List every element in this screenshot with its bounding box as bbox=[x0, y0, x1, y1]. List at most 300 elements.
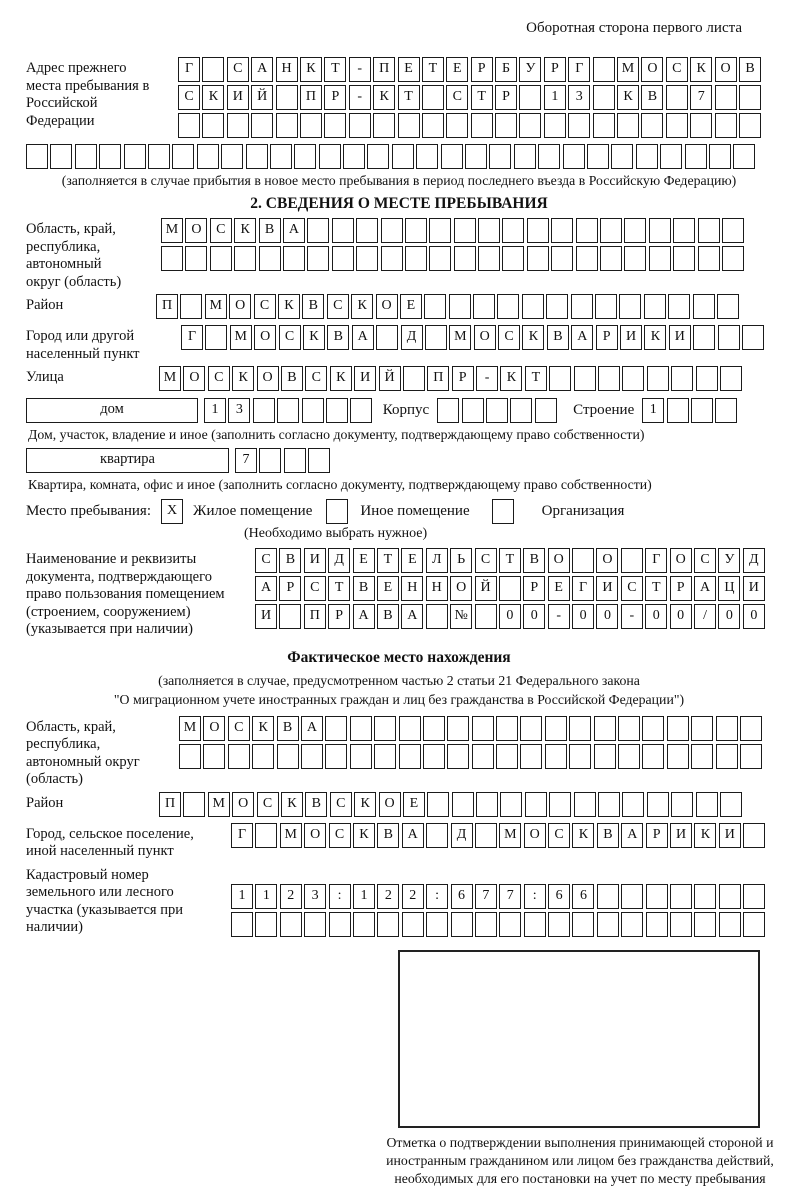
char-cell[interactable]: К bbox=[252, 716, 274, 741]
char-cell[interactable]: Р bbox=[328, 604, 350, 629]
char-cell[interactable]: В bbox=[327, 325, 349, 350]
char-cell[interactable]: К bbox=[330, 366, 352, 391]
char-cell[interactable]: С bbox=[228, 716, 250, 741]
char-cell[interactable] bbox=[722, 246, 744, 271]
char-cell[interactable]: К bbox=[572, 823, 594, 848]
char-cell[interactable]: И bbox=[354, 366, 376, 391]
char-cell[interactable] bbox=[593, 85, 615, 110]
korpus-cells[interactable] bbox=[437, 398, 559, 423]
char-cell[interactable] bbox=[377, 912, 399, 937]
char-cell[interactable] bbox=[594, 716, 616, 741]
char-cell[interactable]: 1 bbox=[204, 398, 226, 423]
char-cell[interactable] bbox=[325, 744, 347, 769]
char-cell[interactable] bbox=[221, 144, 243, 169]
char-cell[interactable] bbox=[426, 604, 448, 629]
char-cell[interactable] bbox=[452, 792, 474, 817]
char-cell[interactable] bbox=[454, 218, 476, 243]
char-cell[interactable] bbox=[465, 144, 487, 169]
char-cell[interactable] bbox=[392, 144, 414, 169]
char-cell[interactable] bbox=[563, 144, 585, 169]
char-cell[interactable]: 2 bbox=[377, 884, 399, 909]
char-cell[interactable] bbox=[587, 144, 609, 169]
char-cell[interactable]: И bbox=[596, 576, 618, 601]
char-cell[interactable]: А bbox=[255, 576, 277, 601]
cadastral-row-2[interactable] bbox=[231, 912, 768, 937]
char-cell[interactable] bbox=[402, 912, 424, 937]
char-cell[interactable] bbox=[307, 218, 329, 243]
char-cell[interactable]: К bbox=[353, 823, 375, 848]
char-cell[interactable]: В bbox=[547, 325, 569, 350]
char-cell[interactable]: 3 bbox=[568, 85, 590, 110]
char-cell[interactable] bbox=[624, 246, 646, 271]
char-cell[interactable]: А bbox=[353, 604, 375, 629]
char-cell[interactable] bbox=[259, 448, 281, 473]
char-cell[interactable] bbox=[524, 912, 546, 937]
char-cell[interactable] bbox=[426, 912, 448, 937]
char-cell[interactable]: К bbox=[694, 823, 716, 848]
char-cell[interactable]: 0 bbox=[499, 604, 521, 629]
char-cell[interactable] bbox=[611, 144, 633, 169]
char-cell[interactable]: Е bbox=[446, 57, 468, 82]
char-cell[interactable] bbox=[576, 246, 598, 271]
char-cell[interactable]: С bbox=[227, 57, 249, 82]
char-cell[interactable]: М bbox=[205, 294, 227, 319]
char-cell[interactable] bbox=[733, 144, 755, 169]
char-cell[interactable]: О bbox=[641, 57, 663, 82]
char-cell[interactable]: В bbox=[305, 792, 327, 817]
char-cell[interactable]: Т bbox=[324, 57, 346, 82]
char-cell[interactable] bbox=[343, 144, 365, 169]
char-cell[interactable] bbox=[350, 744, 372, 769]
char-cell[interactable]: 0 bbox=[743, 604, 765, 629]
char-cell[interactable]: А bbox=[301, 716, 323, 741]
char-cell[interactable]: В bbox=[277, 716, 299, 741]
char-cell[interactable] bbox=[667, 716, 689, 741]
char-cell[interactable] bbox=[353, 912, 375, 937]
char-cell[interactable] bbox=[462, 398, 484, 423]
char-cell[interactable] bbox=[545, 744, 567, 769]
char-cell[interactable]: Р bbox=[596, 325, 618, 350]
char-cell[interactable] bbox=[617, 113, 639, 138]
char-cell[interactable] bbox=[405, 218, 427, 243]
char-cell[interactable] bbox=[598, 792, 620, 817]
char-cell[interactable] bbox=[399, 744, 421, 769]
char-cell[interactable] bbox=[618, 716, 640, 741]
char-cell[interactable]: - bbox=[476, 366, 498, 391]
char-cell[interactable]: Р bbox=[670, 576, 692, 601]
char-cell[interactable]: М bbox=[617, 57, 639, 82]
char-cell[interactable]: Й bbox=[379, 366, 401, 391]
char-cell[interactable] bbox=[319, 144, 341, 169]
char-cell[interactable]: О bbox=[232, 792, 254, 817]
char-cell[interactable] bbox=[301, 744, 323, 769]
char-cell[interactable]: И bbox=[304, 548, 326, 573]
char-cell[interactable] bbox=[475, 912, 497, 937]
char-cell[interactable] bbox=[326, 398, 348, 423]
char-cell[interactable] bbox=[525, 792, 547, 817]
char-cell[interactable] bbox=[668, 294, 690, 319]
char-cell[interactable] bbox=[527, 218, 549, 243]
char-cell[interactable]: М bbox=[449, 325, 471, 350]
char-cell[interactable] bbox=[673, 246, 695, 271]
char-cell[interactable] bbox=[329, 912, 351, 937]
char-cell[interactable]: 0 bbox=[572, 604, 594, 629]
char-cell[interactable] bbox=[622, 792, 644, 817]
char-cell[interactable] bbox=[670, 884, 692, 909]
char-cell[interactable]: О bbox=[715, 57, 737, 82]
char-cell[interactable]: С bbox=[304, 576, 326, 601]
char-cell[interactable]: Й bbox=[475, 576, 497, 601]
char-cell[interactable]: К bbox=[617, 85, 639, 110]
char-cell[interactable]: 2 bbox=[280, 884, 302, 909]
char-cell[interactable] bbox=[255, 823, 277, 848]
char-cell[interactable] bbox=[447, 744, 469, 769]
char-cell[interactable] bbox=[597, 884, 619, 909]
char-cell[interactable] bbox=[246, 144, 268, 169]
char-cell[interactable]: Р bbox=[646, 823, 668, 848]
char-cell[interactable] bbox=[694, 912, 716, 937]
char-cell[interactable] bbox=[641, 113, 663, 138]
char-cell[interactable] bbox=[475, 604, 497, 629]
char-cell[interactable] bbox=[441, 144, 463, 169]
char-cell[interactable] bbox=[161, 246, 183, 271]
char-cell[interactable] bbox=[437, 398, 459, 423]
char-cell[interactable] bbox=[183, 792, 205, 817]
char-cell[interactable]: О bbox=[596, 548, 618, 573]
char-cell[interactable] bbox=[551, 218, 573, 243]
char-cell[interactable] bbox=[642, 744, 664, 769]
char-cell[interactable] bbox=[696, 792, 718, 817]
char-cell[interactable]: С bbox=[327, 294, 349, 319]
char-cell[interactable]: - bbox=[548, 604, 570, 629]
char-cell[interactable]: № bbox=[450, 604, 472, 629]
char-cell[interactable]: И bbox=[227, 85, 249, 110]
char-cell[interactable] bbox=[527, 246, 549, 271]
other-premises-checkbox[interactable] bbox=[326, 499, 348, 524]
document-row-2[interactable] bbox=[255, 576, 767, 601]
char-cell[interactable] bbox=[499, 576, 521, 601]
char-cell[interactable]: О bbox=[183, 366, 205, 391]
char-cell[interactable]: М bbox=[159, 366, 181, 391]
char-cell[interactable] bbox=[228, 744, 250, 769]
char-cell[interactable]: Г bbox=[572, 576, 594, 601]
char-cell[interactable] bbox=[203, 744, 225, 769]
char-cell[interactable]: / bbox=[694, 604, 716, 629]
char-cell[interactable] bbox=[210, 246, 232, 271]
char-cell[interactable]: В bbox=[281, 366, 303, 391]
actual-region-row-1[interactable] bbox=[179, 716, 764, 741]
char-cell[interactable]: О bbox=[450, 576, 472, 601]
char-cell[interactable]: О bbox=[185, 218, 207, 243]
char-cell[interactable] bbox=[308, 448, 330, 473]
char-cell[interactable]: У bbox=[718, 548, 740, 573]
char-cell[interactable] bbox=[647, 792, 669, 817]
char-cell[interactable]: 6 bbox=[548, 884, 570, 909]
char-cell[interactable] bbox=[300, 113, 322, 138]
char-cell[interactable] bbox=[597, 912, 619, 937]
char-cell[interactable] bbox=[743, 823, 765, 848]
char-cell[interactable]: И bbox=[669, 325, 691, 350]
char-cell[interactable]: П bbox=[300, 85, 322, 110]
char-cell[interactable] bbox=[548, 912, 570, 937]
char-cell[interactable] bbox=[691, 716, 713, 741]
char-cell[interactable] bbox=[449, 294, 471, 319]
char-cell[interactable] bbox=[374, 744, 396, 769]
char-cell[interactable] bbox=[693, 294, 715, 319]
char-cell[interactable]: Н bbox=[276, 57, 298, 82]
cadastral-row-1[interactable] bbox=[231, 884, 768, 909]
char-cell[interactable]: С bbox=[329, 823, 351, 848]
region-row-2[interactable] bbox=[161, 246, 746, 271]
char-cell[interactable]: Г bbox=[568, 57, 590, 82]
char-cell[interactable]: 6 bbox=[572, 884, 594, 909]
char-cell[interactable] bbox=[622, 366, 644, 391]
char-cell[interactable]: В bbox=[377, 604, 399, 629]
char-cell[interactable] bbox=[202, 57, 224, 82]
char-cell[interactable]: 7 bbox=[475, 884, 497, 909]
char-cell[interactable] bbox=[280, 912, 302, 937]
char-cell[interactable]: К bbox=[644, 325, 666, 350]
char-cell[interactable]: П bbox=[159, 792, 181, 817]
char-cell[interactable]: И bbox=[620, 325, 642, 350]
char-cell[interactable]: : bbox=[426, 884, 448, 909]
char-cell[interactable] bbox=[277, 398, 299, 423]
char-cell[interactable] bbox=[646, 884, 668, 909]
char-cell[interactable] bbox=[670, 912, 692, 937]
char-cell[interactable] bbox=[478, 246, 500, 271]
char-cell[interactable] bbox=[202, 113, 224, 138]
char-cell[interactable]: Т bbox=[328, 576, 350, 601]
char-cell[interactable]: О bbox=[376, 294, 398, 319]
char-cell[interactable] bbox=[593, 57, 615, 82]
char-cell[interactable]: 1 bbox=[353, 884, 375, 909]
char-cell[interactable] bbox=[647, 366, 669, 391]
char-cell[interactable] bbox=[595, 294, 617, 319]
char-cell[interactable] bbox=[324, 113, 346, 138]
char-cell[interactable] bbox=[691, 398, 713, 423]
char-cell[interactable] bbox=[451, 912, 473, 937]
char-cell[interactable] bbox=[519, 85, 541, 110]
char-cell[interactable] bbox=[251, 113, 273, 138]
char-cell[interactable] bbox=[253, 398, 275, 423]
char-cell[interactable]: 3 bbox=[228, 398, 250, 423]
char-cell[interactable]: Д bbox=[328, 548, 350, 573]
char-cell[interactable]: : bbox=[329, 884, 351, 909]
char-cell[interactable] bbox=[447, 716, 469, 741]
char-cell[interactable] bbox=[743, 884, 765, 909]
char-cell[interactable]: И bbox=[743, 576, 765, 601]
char-cell[interactable] bbox=[619, 294, 641, 319]
char-cell[interactable]: С bbox=[208, 366, 230, 391]
house-number-cells[interactable] bbox=[204, 398, 375, 423]
char-cell[interactable]: А bbox=[402, 823, 424, 848]
char-cell[interactable] bbox=[690, 113, 712, 138]
char-cell[interactable] bbox=[416, 144, 438, 169]
char-cell[interactable] bbox=[649, 218, 671, 243]
char-cell[interactable] bbox=[572, 912, 594, 937]
char-cell[interactable] bbox=[426, 823, 448, 848]
char-cell[interactable]: К bbox=[281, 792, 303, 817]
char-cell[interactable]: Н bbox=[401, 576, 423, 601]
char-cell[interactable] bbox=[172, 144, 194, 169]
char-cell[interactable]: М bbox=[161, 218, 183, 243]
char-cell[interactable] bbox=[446, 113, 468, 138]
char-cell[interactable]: И bbox=[255, 604, 277, 629]
char-cell[interactable]: С bbox=[210, 218, 232, 243]
char-cell[interactable]: : bbox=[524, 884, 546, 909]
char-cell[interactable]: 1 bbox=[642, 398, 664, 423]
char-cell[interactable]: К bbox=[232, 366, 254, 391]
char-cell[interactable] bbox=[124, 144, 146, 169]
char-cell[interactable] bbox=[381, 246, 403, 271]
actual-city-row[interactable] bbox=[231, 823, 768, 848]
char-cell[interactable]: Т bbox=[525, 366, 547, 391]
char-cell[interactable]: К bbox=[234, 218, 256, 243]
char-cell[interactable] bbox=[486, 398, 508, 423]
char-cell[interactable]: Е bbox=[548, 576, 570, 601]
char-cell[interactable]: Е bbox=[403, 792, 425, 817]
char-cell[interactable] bbox=[234, 246, 256, 271]
char-cell[interactable] bbox=[356, 246, 378, 271]
char-cell[interactable]: 2 bbox=[402, 884, 424, 909]
char-cell[interactable] bbox=[671, 366, 693, 391]
char-cell[interactable]: А bbox=[571, 325, 593, 350]
char-cell[interactable]: К bbox=[690, 57, 712, 82]
char-cell[interactable]: Т bbox=[422, 57, 444, 82]
char-cell[interactable]: К bbox=[373, 85, 395, 110]
char-cell[interactable] bbox=[715, 85, 737, 110]
char-cell[interactable]: В bbox=[597, 823, 619, 848]
char-cell[interactable] bbox=[478, 218, 500, 243]
char-cell[interactable] bbox=[722, 218, 744, 243]
char-cell[interactable] bbox=[718, 325, 740, 350]
char-cell[interactable] bbox=[500, 792, 522, 817]
char-cell[interactable] bbox=[569, 716, 591, 741]
char-cell[interactable] bbox=[621, 548, 643, 573]
char-cell[interactable]: 3 bbox=[304, 884, 326, 909]
char-cell[interactable] bbox=[475, 823, 497, 848]
char-cell[interactable] bbox=[574, 366, 596, 391]
char-cell[interactable] bbox=[398, 113, 420, 138]
document-row-1[interactable] bbox=[255, 548, 767, 573]
char-cell[interactable] bbox=[197, 144, 219, 169]
char-cell[interactable] bbox=[473, 294, 495, 319]
char-cell[interactable]: Е bbox=[401, 548, 423, 573]
char-cell[interactable] bbox=[535, 398, 557, 423]
char-cell[interactable]: М bbox=[230, 325, 252, 350]
city-row[interactable] bbox=[181, 325, 766, 350]
char-cell[interactable]: В bbox=[302, 294, 324, 319]
char-cell[interactable]: Е bbox=[400, 294, 422, 319]
char-cell[interactable]: О bbox=[670, 548, 692, 573]
char-cell[interactable] bbox=[302, 398, 324, 423]
char-cell[interactable]: - bbox=[621, 604, 643, 629]
char-cell[interactable]: К bbox=[278, 294, 300, 319]
char-cell[interactable]: О bbox=[229, 294, 251, 319]
char-cell[interactable]: М bbox=[179, 716, 201, 741]
char-cell[interactable] bbox=[99, 144, 121, 169]
char-cell[interactable]: О bbox=[257, 366, 279, 391]
char-cell[interactable]: Т bbox=[645, 576, 667, 601]
char-cell[interactable]: Г bbox=[645, 548, 667, 573]
char-cell[interactable] bbox=[644, 294, 666, 319]
char-cell[interactable]: Р bbox=[471, 57, 493, 82]
char-cell[interactable] bbox=[399, 716, 421, 741]
char-cell[interactable]: С bbox=[475, 548, 497, 573]
char-cell[interactable]: О bbox=[304, 823, 326, 848]
char-cell[interactable]: О bbox=[524, 823, 546, 848]
char-cell[interactable]: И bbox=[670, 823, 692, 848]
char-cell[interactable] bbox=[719, 912, 741, 937]
char-cell[interactable] bbox=[514, 144, 536, 169]
char-cell[interactable] bbox=[660, 144, 682, 169]
char-cell[interactable]: Р bbox=[523, 576, 545, 601]
char-cell[interactable] bbox=[454, 246, 476, 271]
char-cell[interactable] bbox=[510, 398, 532, 423]
char-cell[interactable] bbox=[646, 912, 668, 937]
apartment-cells[interactable] bbox=[235, 448, 333, 473]
char-cell[interactable]: Р bbox=[495, 85, 517, 110]
char-cell[interactable]: Д bbox=[451, 823, 473, 848]
char-cell[interactable] bbox=[381, 218, 403, 243]
char-cell[interactable]: В bbox=[523, 548, 545, 573]
char-cell[interactable] bbox=[425, 325, 447, 350]
char-cell[interactable] bbox=[576, 218, 598, 243]
char-cell[interactable]: Г bbox=[181, 325, 203, 350]
char-cell[interactable]: В bbox=[377, 823, 399, 848]
char-cell[interactable]: - bbox=[349, 85, 371, 110]
char-cell[interactable] bbox=[325, 716, 347, 741]
char-cell[interactable]: Е bbox=[353, 548, 375, 573]
char-cell[interactable]: И bbox=[719, 823, 741, 848]
char-cell[interactable]: К bbox=[300, 57, 322, 82]
char-cell[interactable] bbox=[279, 604, 301, 629]
char-cell[interactable] bbox=[739, 85, 761, 110]
region-row-1[interactable] bbox=[161, 218, 746, 243]
char-cell[interactable]: 7 bbox=[499, 884, 521, 909]
char-cell[interactable] bbox=[429, 218, 451, 243]
char-cell[interactable] bbox=[252, 744, 274, 769]
char-cell[interactable] bbox=[551, 246, 573, 271]
char-cell[interactable]: А bbox=[621, 823, 643, 848]
char-cell[interactable] bbox=[519, 113, 541, 138]
char-cell[interactable] bbox=[276, 113, 298, 138]
char-cell[interactable]: П bbox=[373, 57, 395, 82]
char-cell[interactable]: С bbox=[446, 85, 468, 110]
char-cell[interactable] bbox=[502, 218, 524, 243]
char-cell[interactable] bbox=[284, 448, 306, 473]
prev-address-row-3[interactable] bbox=[178, 113, 763, 138]
char-cell[interactable]: М bbox=[499, 823, 521, 848]
district-row[interactable] bbox=[156, 294, 741, 319]
char-cell[interactable] bbox=[667, 398, 689, 423]
char-cell[interactable] bbox=[276, 85, 298, 110]
char-cell[interactable]: У bbox=[519, 57, 541, 82]
char-cell[interactable]: А bbox=[401, 604, 423, 629]
char-cell[interactable]: А bbox=[251, 57, 273, 82]
char-cell[interactable] bbox=[227, 113, 249, 138]
char-cell[interactable] bbox=[423, 744, 445, 769]
char-cell[interactable]: С bbox=[178, 85, 200, 110]
char-cell[interactable] bbox=[349, 113, 371, 138]
char-cell[interactable] bbox=[740, 716, 762, 741]
char-cell[interactable] bbox=[497, 294, 519, 319]
char-cell[interactable] bbox=[520, 716, 542, 741]
char-cell[interactable] bbox=[185, 246, 207, 271]
char-cell[interactable] bbox=[205, 325, 227, 350]
char-cell[interactable]: - bbox=[349, 57, 371, 82]
char-cell[interactable] bbox=[574, 792, 596, 817]
